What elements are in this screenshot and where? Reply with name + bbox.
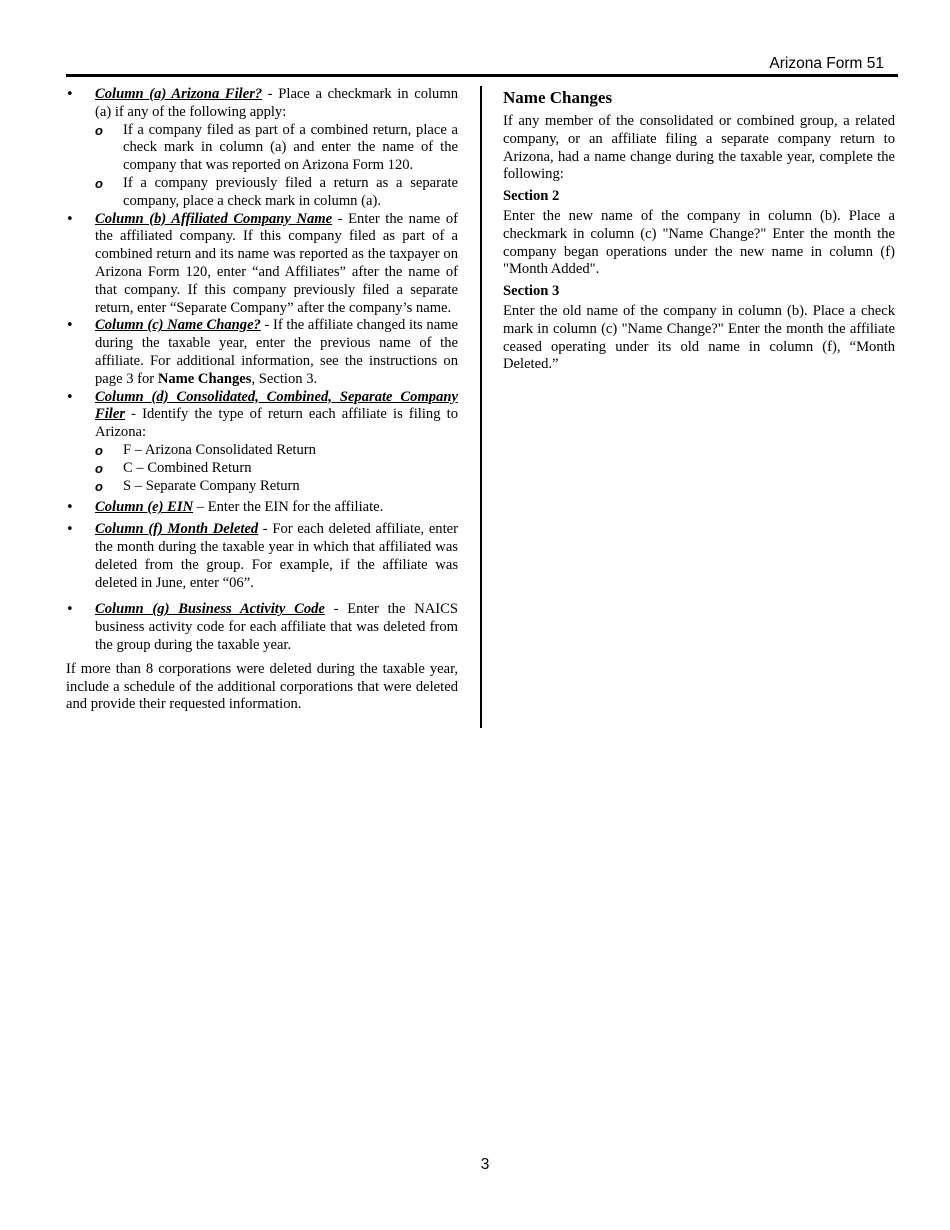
left-column [66,86,458,714]
column-c-term: Column (c) Name Change? [95,317,261,334]
list-item-column-f [66,521,458,592]
column-c-bold-ref: Name Changes [157,370,252,387]
column-divider [480,86,482,728]
column-f-text: - For each deleted affiliate, enter the month during the taxable year in which that affiliated was deleted from the group. For example, if the affiliate was deleted in June, enter “06”. [95,521,458,591]
column-f-term: Column (f) Month Deleted [95,521,259,538]
sub-item: o F – Arizona Consolidated Return [95,442,458,460]
name-changes-intro: If any member of the consolidated or combined group, a related company, or an affiliate filing a separate company return to Arizona, had a name change during the taxable year, complete the following: [503,113,895,183]
sub-item: o S – Separate Company Return [95,478,458,496]
column-e-term: Column (e) EIN [95,499,194,516]
sub-item: o C – Combined Return [95,460,458,478]
list-item-column-b [66,211,458,318]
column-g-text: - Enter the NAICS business activity code for each affiliate that was deleted from the group during the taxable year. [95,601,458,653]
column-e-text: – Enter the EIN for the affiliate. [193,499,384,516]
column-d-term: Column (d) Consolidated, Combined, Separate Company Filer [95,388,458,423]
column-b-term: Column (b) Affiliated Company Name [95,210,333,227]
section-2-text: Enter the new name of the company in column (b). Place a checkmark in column (c) "Name Change?" Enter the month the company began operations under the new name in column (f) "Month Added". [503,207,895,278]
sub-item: o If a company filed as part of a combined return, place a check mark in column (a) and enter the name of the company that was reported on Arizona Form 120. [95,122,458,175]
closing-paragraph: If more than 8 corporations were deleted during the taxable year, include a schedule of the additional corporations that were deleted and provide their requested information. [66,660,458,713]
list-item-column-c [66,317,458,388]
column-a-text: - Place a checkmark in column (a) if any of the following apply: [95,86,458,120]
column-c-tail: , Section 3. [251,370,318,387]
column-b-text: - Enter the name of the affiliated company. If this company filed as part of a combined return and its name was reported as the taxpayer on Arizona Form 120, enter “and Affiliates” after the name of that company. If this company previously filed a separate return, enter “Separate Company” after the company’s name. [95,210,459,316]
column-c-text: - If the affiliate changed its name during the taxable year, enter the previous name of the affiliate. For additional information, see the instructions on page 3 for [95,317,459,387]
column-d-sublist [95,442,458,495]
column-g-term: Column (g) Business Activity Code [95,601,325,618]
column-a-sublist [95,122,458,211]
name-changes-title: Name Changes [503,88,613,107]
list-item-column-e [66,499,458,517]
header-rule [66,74,898,77]
column-d-text: - Identify the type of return each affiliate is filing to Arizona: [95,406,458,441]
page-number: 3 [480,1156,490,1173]
list-item-column-a [66,86,458,211]
list-item-column-g [66,601,458,654]
sub-item: o If a company previously filed a return as a separate company, place a check mark in column (a). [95,175,458,211]
form-title: Arizona Form 51 [769,55,884,72]
list-item-column-d [66,389,458,496]
section-3-text: Enter the old name of the company in column (b). Place a check mark in column (c) "Name Change?" Enter the month the affiliate ceased operating under its old name in column (f), “Month Deleted.” [503,302,895,373]
right-column [503,88,895,374]
column-instructions-list [66,86,458,655]
section-3-heading: Section 3 [503,283,560,300]
column-a-term: Column (a) Arizona Filer? [95,86,263,102]
section-2-heading: Section 2 [503,188,560,205]
